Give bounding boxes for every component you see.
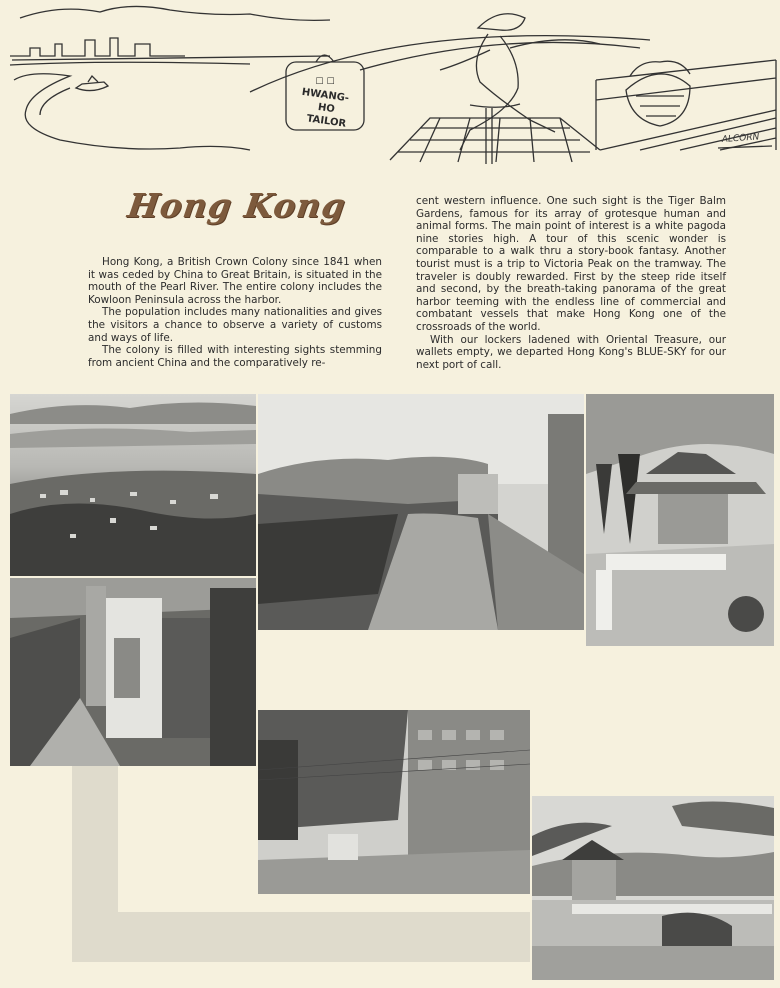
paragraph: The population includes many nationalities and gives the visitors a chance to observe a variety of customs and ways of life. [88, 306, 382, 344]
photo-city-street [10, 578, 256, 766]
photo-street-tram [258, 710, 530, 894]
article-right-column [416, 195, 726, 371]
luggage-top-text: ☐ ☐ [315, 77, 335, 87]
article-left-column [88, 256, 382, 369]
article-title: Hong Kong [125, 186, 349, 225]
paragraph: cent western influence. One such sight is the Tiger Balm Gardens, famous for its array of grotesque human and animal forms. The main point of interest is a white pagoda nine stories high. A tour of this scenic wonder is comparable to a walk thru a story-book fantasy. Another tourist must is a trip to Victoria Peak on the tramway. The traveler is doubly rewarded. First by the steep ride itself and second, by the breath-taking panorama of the great harbor teeming with the endless line of commercial and combatant vessels that make Hong Kong one of the crossroads of the world. [416, 195, 726, 333]
luggage-sign-line-1: HWANG- [301, 86, 350, 105]
artist-signature: ALCORN [721, 132, 760, 145]
photo-pagoda-garden [586, 394, 774, 646]
paragraph: With our lockers ladened with Oriental Treasure, our wallets empty, we departed Hong Kong's BLUE-SKY for our next port of call. [416, 333, 726, 371]
luggage-sign-line-3: TAILOR [305, 113, 347, 130]
photo-canal-boats [258, 394, 584, 630]
luggage-sign-line-2: HO [317, 101, 336, 116]
cartoon-illustration [0, 0, 780, 170]
shaded-panel [72, 912, 530, 962]
photo-harbor-aerial [10, 394, 256, 576]
paragraph: The colony is filled with interesting sights stemming from ancient China and the comparatively re- [88, 344, 382, 369]
paragraph: Hong Kong, a British Crown Colony since 1841 when it was ceded by China to Great Britain, is situated in the mouth of the Pearl River. The entire colony includes the Kowloon Peninsula across the harbor. [88, 256, 382, 306]
photo-lake-pavilion [532, 796, 774, 980]
